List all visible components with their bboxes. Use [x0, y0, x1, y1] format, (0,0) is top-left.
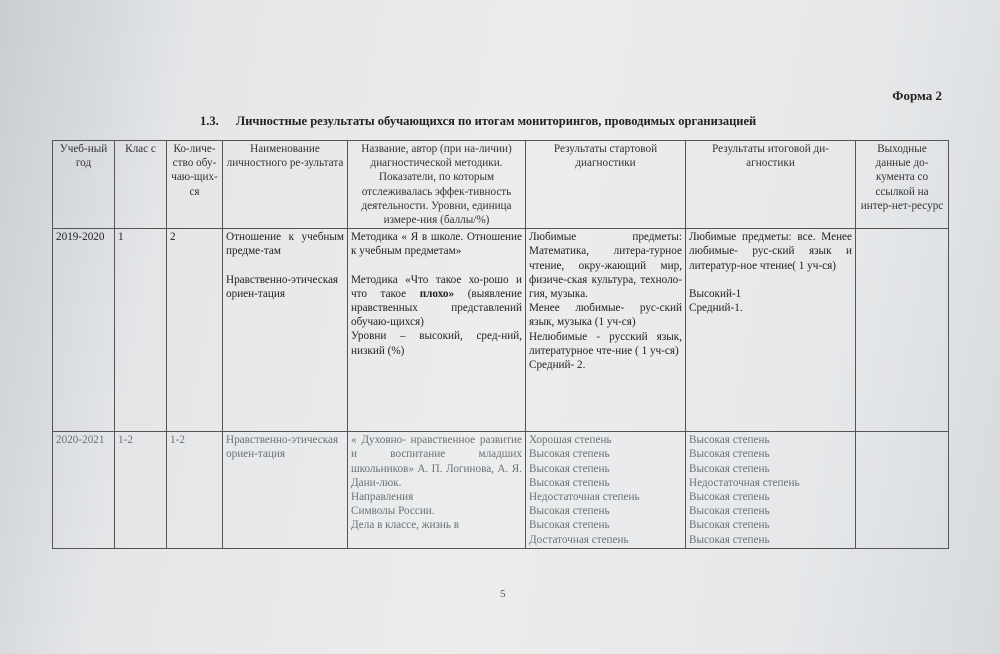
final-line: Недостаточная степень — [689, 476, 800, 489]
form-label: Форма 2 — [892, 88, 942, 103]
header-year: Учеб-ный год — [53, 141, 115, 229]
cell-class: 1 — [115, 229, 167, 432]
header-count: Ко-личе-ство обу-чаю-щих-ся — [167, 141, 223, 229]
final-line: Высокая степень — [689, 505, 770, 518]
method-2: Методика «Что такое хо-рошо и что такое плохо» (выявление нравственных представлений обучаю-щихся) — [351, 273, 522, 329]
final-line: Высокая степень — [689, 533, 770, 546]
start-line: Достаточная степень — [529, 533, 629, 546]
cell-count: 1-2 — [167, 432, 223, 549]
table-header-row — [53, 141, 949, 229]
method-line: Направления — [351, 491, 414, 504]
cell-result-name: Нравственно-этическая ориен-тация — [223, 432, 348, 549]
start-line: Нелюбимые - русский язык, литературное чте-ние ( 1 уч-ся) — [529, 330, 682, 357]
header-output-data: Выходные данные до-кумента со ссылкой на интер-нет-ресурс — [856, 141, 949, 229]
start-line: Высокая степень — [529, 519, 610, 532]
section-title: Личностные результаты обучающихся по итогам мониторингов, проводимых организацией — [235, 114, 757, 128]
header-start-results: Результаты стартовой диагностики — [526, 141, 686, 229]
cell-output-data — [856, 432, 949, 549]
cell-class: 1-2 — [115, 432, 167, 549]
table-row — [53, 432, 949, 549]
cell-start-results — [526, 229, 686, 432]
result-name-2: Нравственно-этическая ориен-тация — [226, 273, 339, 300]
final-line: Высокая степень — [689, 448, 770, 461]
start-line: Любимые предметы: Математика, литера-турное чтение, окру-жающий мир, физиче-ская культура, техноло-гия, музыка. — [529, 231, 682, 301]
cell-result-name — [223, 229, 348, 432]
start-line: Средний- 2. — [529, 359, 586, 372]
cell-count: 2 — [167, 229, 223, 432]
result-name-1: Отношение к учебным предме-там — [226, 231, 344, 258]
cell-start-results — [526, 432, 686, 549]
method-line: Символы России. — [351, 505, 435, 518]
start-line: Высокая степень — [529, 476, 610, 489]
section-heading — [200, 114, 756, 129]
cell-final-results — [686, 229, 856, 432]
method-line: « Духовно- нравственное развитие и воспитание младших школьников» А. П. Логинова, А. Я. Дани-люк. — [351, 434, 522, 489]
final-line: Любимые предметы: все. Менее любимые- рус-ский язык и литератур-ное чтение( 1 уч-ся) — [689, 231, 852, 272]
final-line: Высокий-1 — [689, 287, 742, 300]
method-levels: Уровни – высокий, сред-ний, низкий (%) — [351, 330, 522, 357]
cell-method — [348, 229, 526, 432]
cell-method — [348, 432, 526, 549]
page-number: 5 — [500, 588, 506, 600]
cell-year: 2020-2021 — [53, 432, 115, 549]
start-line: Менее любимые- рус-ский язык, музыка (1 уч-ся) — [529, 302, 682, 329]
header-final-results: Результаты итоговой ди-агностики — [686, 141, 856, 229]
start-line: Высокая степень — [529, 462, 610, 475]
cell-output-data — [856, 229, 949, 432]
start-line: Высокая степень — [529, 448, 610, 461]
start-line: Высокая степень — [529, 505, 610, 518]
cell-final-results — [686, 432, 856, 549]
final-line: Высокая степень — [689, 519, 770, 532]
final-line: Высокая степень — [689, 434, 770, 447]
final-line: Средний-1. — [689, 302, 743, 315]
final-line: Высокая степень — [689, 491, 770, 504]
results-table — [52, 140, 949, 549]
start-line: Недостаточная степень — [529, 491, 640, 504]
header-method: Название, автор (при на-личии) диагностической методики. Показатели, по которым отслеживалась эффек-тивность деятельности. Уровни, единица измере-ния (баллы/%) — [348, 141, 526, 229]
header-result-name: Наименование личностного ре-зультата — [223, 141, 348, 229]
method-1: Методика « Я в школе. Отношение к учебным предметам» — [351, 231, 522, 258]
section-number: 1.3. — [200, 114, 219, 128]
method-line: Дела в классе, жизнь в — [351, 519, 460, 532]
header-class: Клас с — [115, 141, 167, 229]
start-line: Хорошая степень — [529, 434, 612, 447]
final-line: Высокая степень — [689, 462, 770, 475]
table-row — [53, 229, 949, 432]
cell-year: 2019-2020 — [53, 229, 115, 432]
